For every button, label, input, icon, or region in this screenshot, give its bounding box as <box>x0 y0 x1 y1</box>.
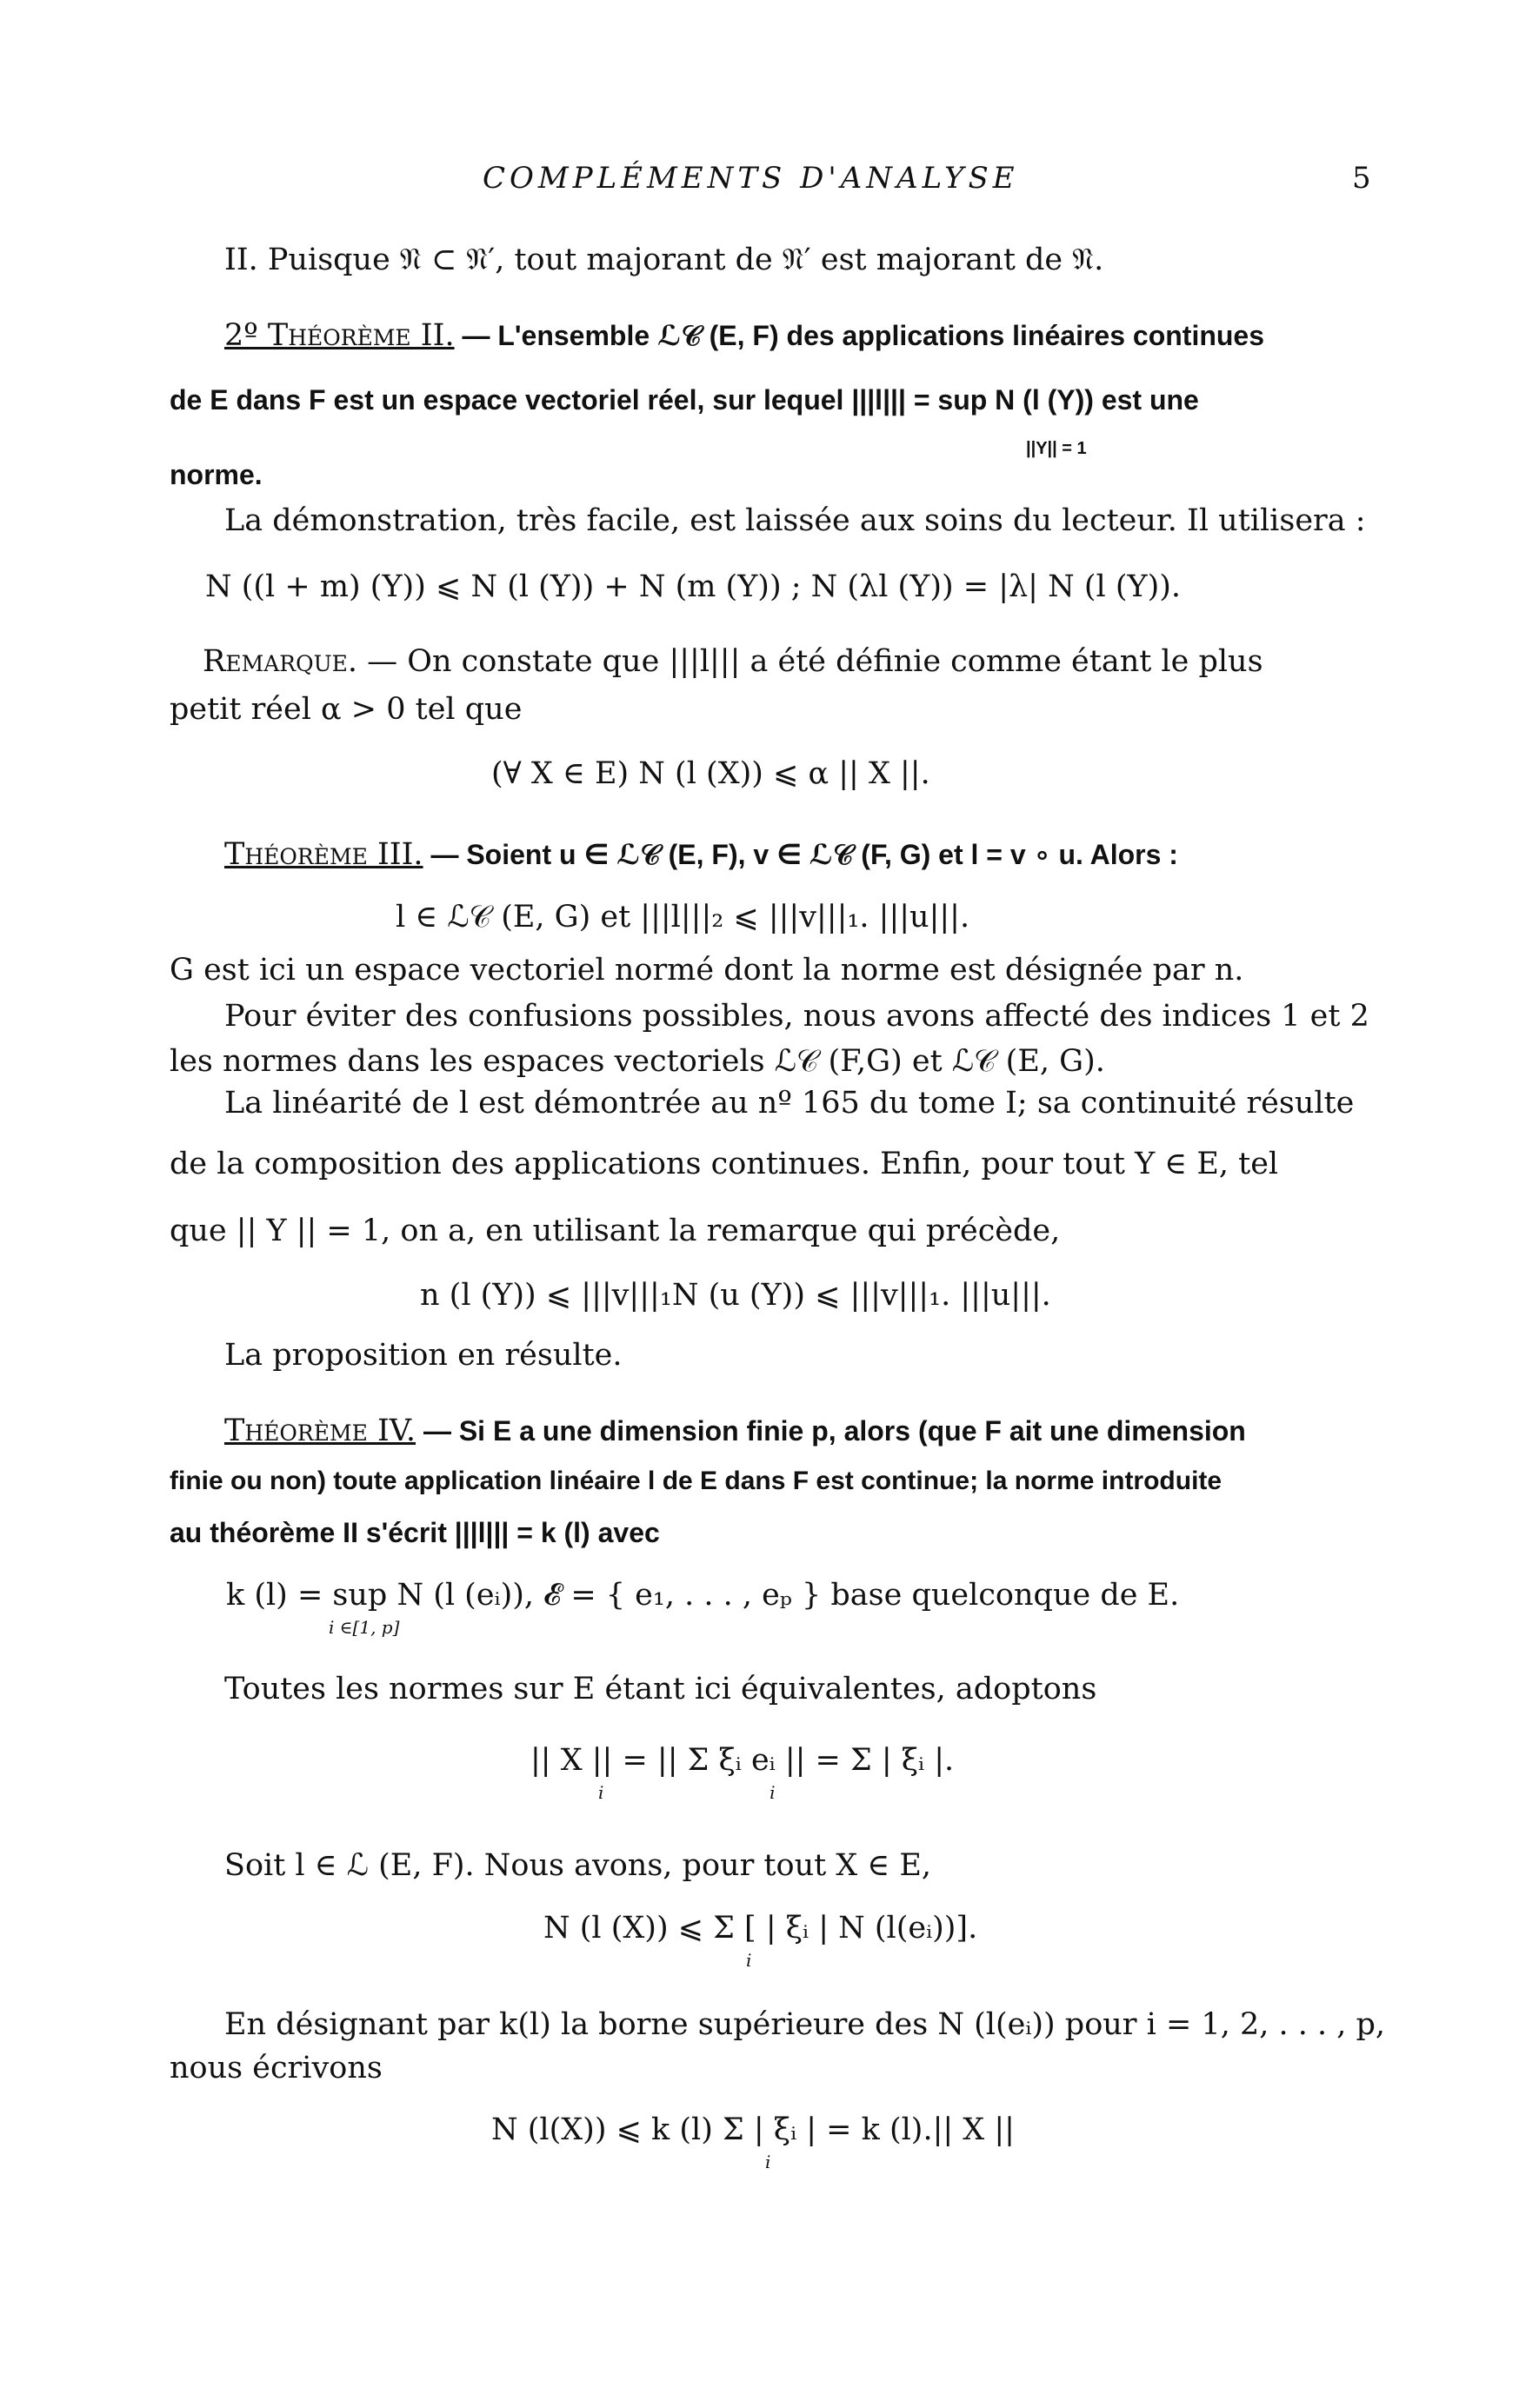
remark-label: Remarque. <box>203 644 358 679</box>
page-number: 5 <box>1352 161 1371 196</box>
theorem-text: — Soient u ∈ ℒ𝒞 (E, F), v ∈ ℒ𝒞 (F, G) et l = v ∘ u. Alors : <box>423 839 1178 870</box>
theorem-line: au théorème II s'écrit |||l||| = k (l) avec <box>170 1517 660 1548</box>
subscript: ||Y|| = 1 <box>1026 439 1087 458</box>
formula: N (l(X)) ⩽ k (l) Σ | ξᵢ | = k (l).|| X || <box>491 2112 1015 2147</box>
theorem-text: — L'ensemble ℒ𝒞 (E, F) des applications linéaires continues <box>454 320 1265 351</box>
subscript: i <box>746 1950 752 1971</box>
remark <box>203 643 1263 680</box>
formula: N (l (X)) ⩽ Σ [ | ξᵢ | N (l(eᵢ))]. <box>543 1911 978 1946</box>
paragraph-line: Pour éviter des confusions possibles, nous avons affecté des indices 1 et 2 <box>224 999 1369 1034</box>
theorem-label: Théorème III. <box>224 837 423 872</box>
running-header: COMPLÉMENTS D'ANALYSE <box>483 161 1019 196</box>
theorem-label: 2º Théorème II. <box>224 318 455 353</box>
subscript: i <box>765 2152 771 2172</box>
paragraph-line: G est ici un espace vectoriel normé dont la norme est désignée par n. <box>170 953 1244 988</box>
formula: (∀ X ∈ E) N (l (X)) ⩽ α || X ||. <box>491 756 930 791</box>
theorem-iii-heading <box>224 836 1178 873</box>
formula: n (l (Y)) ⩽ |||v|||₁N (u (Y)) ⩽ |||v|||₁. |||u|||. <box>420 1278 1051 1313</box>
paragraph-line: que || Y || = 1, on a, en utilisant la remarque qui précède, <box>170 1214 1061 1248</box>
theorem-iv-heading <box>224 1413 1246 1449</box>
paragraph-line: II. Puisque 𝔑 ⊂ 𝔑′, tout majorant de 𝔑′ est majorant de 𝔑. <box>224 243 1104 277</box>
theorem-ii-heading <box>224 317 1264 354</box>
paragraph-line: La proposition en résulte. <box>224 1338 623 1373</box>
subscript: i ∈[1, p] <box>329 1617 400 1638</box>
theorem-line: finie ou non) toute application linéaire l de E dans F est continue; la norme introduite <box>170 1467 1223 1495</box>
paragraph-line: En désignant par k(l) la borne supérieure des N (l(eᵢ)) pour i = 1, 2, . . . , p, <box>224 2007 1386 2042</box>
paragraph-line: La démonstration, très facile, est laissée aux soins du lecteur. Il utilisera : <box>224 503 1366 538</box>
subscript: i i <box>598 1782 776 1803</box>
paragraph-line: Soit l ∈ ℒ (E, F). Nous avons, pour tout X ∈ E, <box>224 1848 932 1883</box>
formula: || X || = || Σ ξᵢ eᵢ || = Σ | ξᵢ |. <box>530 1743 955 1778</box>
paragraph-line: nous écrivons <box>170 2051 383 2085</box>
formula: l ∈ ℒ𝒞 (E, G) et |||l|||₂ ⩽ |||v|||₁. |||u|||. <box>396 900 970 935</box>
paragraph-line: les normes dans les espaces vectoriels ℒ𝒞 (F,G) et ℒ𝒞 (E, G). <box>170 1044 1105 1079</box>
formula: k (l) = sup N (l (eᵢ)), 𝓔 = { e₁, . . . , eₚ } base quelconque de E. <box>226 1578 1180 1613</box>
paragraph-line: de la composition des applications continues. Enfin, pour tout Y ∈ E, tel <box>170 1147 1279 1181</box>
theorem-label: Théorème IV. <box>224 1414 416 1448</box>
theorem-line: norme. <box>170 459 263 490</box>
paragraph-line: petit réel α > 0 tel que <box>170 692 523 727</box>
paragraph-line: Toutes les normes sur E étant ici équivalentes, adoptons <box>224 1672 1097 1706</box>
formula: N ((l + m) (Y)) ⩽ N (l (Y)) + N (m (Y)) ; N (λl (Y)) = |λ| N (l (Y)). <box>205 569 1182 604</box>
theorem-line: de E dans F est un espace vectoriel réel, sur lequel |||l||| = sup N (l (Y)) est une <box>170 384 1199 416</box>
remark-text: — On constate que |||l||| a été définie comme étant le plus <box>357 644 1263 679</box>
paragraph-line: La linéarité de l est démontrée au nº 165 du tome I; sa continuité résulte <box>224 1086 1355 1121</box>
theorem-text: — Si E a une dimension finie p, alors (que F ait une dimension <box>416 1415 1246 1447</box>
